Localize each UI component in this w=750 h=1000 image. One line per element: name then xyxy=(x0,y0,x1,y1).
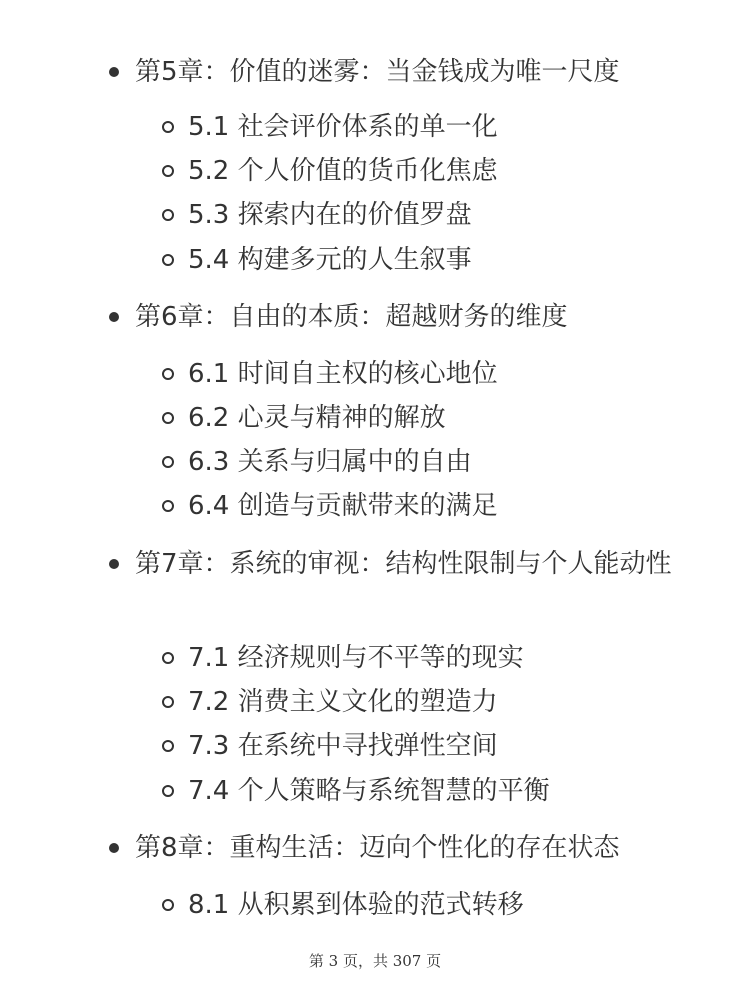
page-number: 第 3 页，共 307 页 xyxy=(308,952,442,970)
section-5-3 xyxy=(188,195,708,235)
section-title: 6.1 时间自主权的核心地位 xyxy=(188,359,498,389)
section-title: 5.2 个人价值的货币化焦虑 xyxy=(188,156,498,186)
page-footer xyxy=(0,950,750,971)
section-title: 5.3 探索内在的价值罗盘 xyxy=(188,200,472,230)
chapter-6-heading xyxy=(135,297,695,337)
circle-bullet-icon xyxy=(162,368,174,380)
section-7-1 xyxy=(188,638,708,678)
section-title: 6.2 心灵与精神的解放 xyxy=(188,403,446,433)
section-title: 7.2 消费主义文化的塑造力 xyxy=(188,687,498,717)
section-5-4 xyxy=(188,240,708,280)
section-6-2 xyxy=(188,398,708,438)
bullet-icon xyxy=(109,559,119,569)
chapter-8-heading xyxy=(135,828,695,868)
section-title: 7.4 个人策略与系统智慧的平衡 xyxy=(188,776,550,806)
section-title: 6.4 创造与贡献带来的满足 xyxy=(188,491,498,521)
section-7-2 xyxy=(188,682,708,722)
bullet-icon xyxy=(109,67,119,77)
circle-bullet-icon xyxy=(162,121,174,133)
circle-bullet-icon xyxy=(162,740,174,752)
circle-bullet-icon xyxy=(162,899,174,911)
section-title: 6.3 关系与归属中的自由 xyxy=(188,447,472,477)
chapter-title: 第5章：价值的迷雾：当金钱成为唯一尺度 xyxy=(135,57,620,87)
section-title: 5.4 构建多元的人生叙事 xyxy=(188,245,472,275)
chapter-5-heading xyxy=(135,52,695,92)
section-6-1 xyxy=(188,354,708,394)
bullet-icon xyxy=(109,312,119,322)
section-5-1 xyxy=(188,107,708,147)
circle-bullet-icon xyxy=(162,165,174,177)
section-8-1 xyxy=(188,885,708,925)
section-title: 5.1 社会评价体系的单一化 xyxy=(188,112,498,142)
chapter-title: 第8章：重构生活：迈向个性化的存在状态 xyxy=(135,833,620,863)
bullet-icon xyxy=(109,843,119,853)
circle-bullet-icon xyxy=(162,652,174,664)
chapter-7-heading xyxy=(135,544,695,584)
section-7-4 xyxy=(188,771,708,811)
chapter-title: 第7章：系统的审视：结构性限制与个人能动性 xyxy=(135,549,672,579)
circle-bullet-icon xyxy=(162,500,174,512)
section-7-3 xyxy=(188,726,708,766)
section-5-2 xyxy=(188,151,708,191)
chapter-title: 第6章：自由的本质：超越财务的维度 xyxy=(135,302,568,332)
circle-bullet-icon xyxy=(162,209,174,221)
section-title: 7.1 经济规则与不平等的现实 xyxy=(188,643,524,673)
circle-bullet-icon xyxy=(162,412,174,424)
section-title: 8.1 从积累到体验的范式转移 xyxy=(188,890,524,920)
circle-bullet-icon xyxy=(162,696,174,708)
circle-bullet-icon xyxy=(162,456,174,468)
section-6-3 xyxy=(188,442,708,482)
section-6-4 xyxy=(188,486,708,526)
circle-bullet-icon xyxy=(162,254,174,266)
circle-bullet-icon xyxy=(162,785,174,797)
section-title: 7.3 在系统中寻找弹性空间 xyxy=(188,731,498,761)
